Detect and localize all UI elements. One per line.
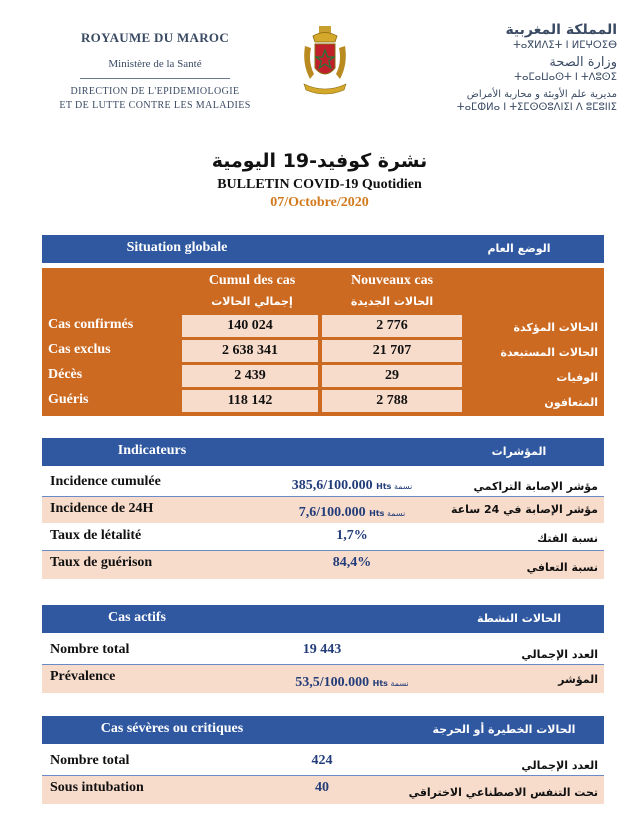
situation-header bbox=[42, 235, 604, 263]
active-label-ar: المؤشر bbox=[558, 673, 598, 686]
col-cumul-ar: إجمالي الحالات bbox=[211, 295, 293, 308]
indicators-table bbox=[42, 470, 604, 580]
table-row bbox=[42, 551, 604, 579]
row-new-value: 2 788 bbox=[322, 390, 462, 412]
active-value bbox=[252, 675, 452, 691]
indicators-title-ar: المؤشرات bbox=[491, 445, 547, 458]
indicator-label-ar: مؤشر الإصابة التراكمي bbox=[473, 480, 598, 493]
table-row bbox=[42, 315, 604, 339]
row-cumul-value: 2 638 341 bbox=[182, 340, 318, 362]
active-number: 53,5/100.000 bbox=[295, 675, 370, 690]
kingdom-ar: المملكة المغربية bbox=[505, 22, 617, 38]
indicator-unit bbox=[376, 482, 412, 491]
row-new-value: 21 707 bbox=[322, 340, 462, 362]
col-new-ar: الحالات الجديدة bbox=[350, 295, 434, 308]
header-divider bbox=[80, 78, 230, 79]
indicator-number: 385,6/100.000 bbox=[291, 478, 373, 493]
table-row bbox=[42, 365, 604, 389]
active-unit bbox=[373, 679, 409, 688]
col-cumul-fr: Cumul des cas bbox=[208, 273, 296, 288]
kingdom-tifinagh: ⵜⴰⴳⵍⴷⵉⵜ ⵏ ⵍⵎⵖⵔⵉⴱ bbox=[513, 40, 617, 51]
indicator-label-ar: مؤشر الإصابة في 24 ساعة bbox=[451, 503, 598, 516]
indicator-label-ar: نسبة التعافي bbox=[526, 561, 598, 574]
active-value: 19 443 bbox=[302, 642, 342, 657]
severe-title-fr: Cas sévères ou critiques bbox=[100, 721, 244, 736]
unit-fr: Hts bbox=[369, 509, 385, 518]
indicator-value bbox=[252, 505, 452, 521]
indicator-label-fr: Incidence de 24H bbox=[50, 501, 154, 516]
indicator-number: 7,6/100.000 bbox=[298, 505, 366, 520]
ministry-ar: وزارة الصحة bbox=[549, 55, 617, 70]
table-row bbox=[42, 470, 604, 496]
direction-fr-2: ET DE LUTTE CONTRE LES MALADIES bbox=[59, 100, 251, 111]
indicator-label-fr: Incidence cumulée bbox=[50, 474, 161, 489]
table-row bbox=[42, 524, 604, 550]
col-new-fr: Nouveaux cas bbox=[350, 273, 434, 288]
row-label-fr: Cas confirmés bbox=[48, 317, 134, 332]
severe-label-ar: العدد الإجمالي bbox=[521, 759, 598, 772]
table-row bbox=[42, 340, 604, 364]
situation-title-ar: الوضع العام bbox=[487, 242, 551, 255]
header-right bbox=[417, 22, 617, 113]
unit-ar: نسمة bbox=[386, 509, 406, 518]
active-header bbox=[42, 605, 604, 633]
row-label-ar: الحالات المؤكدة bbox=[513, 321, 598, 334]
severe-table bbox=[42, 749, 604, 807]
row-new-value: 2 776 bbox=[322, 315, 462, 337]
bulletin-title-ar: نشرة كوفيد-19 اليومية bbox=[211, 150, 428, 172]
severe-title-ar: الحالات الخطيرة أو الحرجة bbox=[432, 723, 576, 736]
active-title-fr: Cas actifs bbox=[108, 610, 166, 625]
row-label-fr: Décès bbox=[48, 367, 83, 382]
unit-ar: نسمة bbox=[390, 679, 409, 688]
severe-value: 424 bbox=[311, 753, 333, 768]
bulletin-date: 07/Octobre/2020 bbox=[270, 195, 369, 210]
situation-table bbox=[42, 268, 604, 416]
table-row bbox=[42, 497, 604, 523]
direction-ar: مديرية علم الأوبئة و محاربة الأمراض bbox=[466, 89, 617, 100]
kingdom-fr: ROYAUME DU MAROC bbox=[80, 30, 230, 45]
active-label-fr: Nombre total bbox=[50, 642, 130, 657]
indicator-label-fr: Taux de guérison bbox=[50, 555, 153, 570]
severe-value: 40 bbox=[315, 780, 329, 795]
table-row bbox=[42, 390, 604, 414]
row-label-ar: الوفيات bbox=[556, 371, 598, 384]
severe-label-fr: Nombre total bbox=[50, 753, 130, 768]
row-label-ar: الحالات المستبعدة bbox=[500, 346, 598, 359]
row-new-value: 29 bbox=[322, 365, 462, 387]
unit-fr: Hts bbox=[376, 482, 392, 491]
indicators-header bbox=[42, 438, 604, 466]
coat-of-arms-icon bbox=[300, 24, 350, 104]
indicator-label-ar: نسبة الفتك bbox=[537, 532, 598, 545]
active-table bbox=[42, 638, 604, 696]
active-label-ar: العدد الإجمالي bbox=[521, 648, 598, 661]
indicator-value: 84,4% bbox=[332, 555, 372, 570]
situation-title-fr: Situation globale bbox=[126, 240, 228, 255]
active-title-ar: الحالات النشطة bbox=[476, 612, 561, 625]
ministry-fr: Ministère de la Santé bbox=[108, 58, 202, 70]
severe-label-fr: Sous intubation bbox=[50, 780, 144, 795]
header-left bbox=[30, 30, 280, 113]
table-row bbox=[42, 665, 604, 693]
indicator-value bbox=[252, 478, 452, 494]
row-label-fr: Guéris bbox=[48, 392, 89, 407]
row-label-ar: المتعافون bbox=[544, 396, 598, 409]
row-cumul-value: 2 439 bbox=[182, 365, 318, 387]
indicator-unit bbox=[369, 509, 405, 518]
direction-fr-1: DIRECTION DE L'EPIDEMIOLOGIE bbox=[70, 86, 240, 97]
indicator-label-fr: Taux de létalité bbox=[50, 528, 142, 543]
row-label-fr: Cas exclus bbox=[48, 342, 111, 357]
row-cumul-value: 118 142 bbox=[182, 390, 318, 412]
indicators-title-fr: Indicateurs bbox=[117, 443, 187, 458]
table-row bbox=[42, 749, 604, 775]
indicator-value: 1,7% bbox=[336, 528, 368, 543]
unit-fr: Hts bbox=[372, 679, 388, 688]
table-row bbox=[42, 776, 604, 804]
severe-label-ar: تحت التنفس الاصطناعي الاختراقي bbox=[408, 786, 598, 799]
table-row bbox=[42, 638, 604, 664]
direction-tifinagh: ⵜⴰⵎⵀⵍⴰ ⵏ ⵜⵉⵎⵙⵙⵓⴷⵏⵉⵏ ⴷ ⵓⵎⵓⵏⵏⵉ bbox=[456, 102, 617, 113]
ministry-tifinagh: ⵜⴰⵎⴰⵡⴰⵙⵜ ⵏ ⵜⴷⵓⵙⵉ bbox=[514, 72, 617, 83]
severe-header bbox=[42, 716, 604, 744]
row-cumul-value: 140 024 bbox=[182, 315, 318, 337]
unit-ar: نسمة bbox=[393, 482, 413, 491]
active-label-fr: Prévalence bbox=[50, 669, 116, 684]
bulletin-title-fr: BULLETIN COVID-19 Quotidien bbox=[217, 177, 422, 192]
